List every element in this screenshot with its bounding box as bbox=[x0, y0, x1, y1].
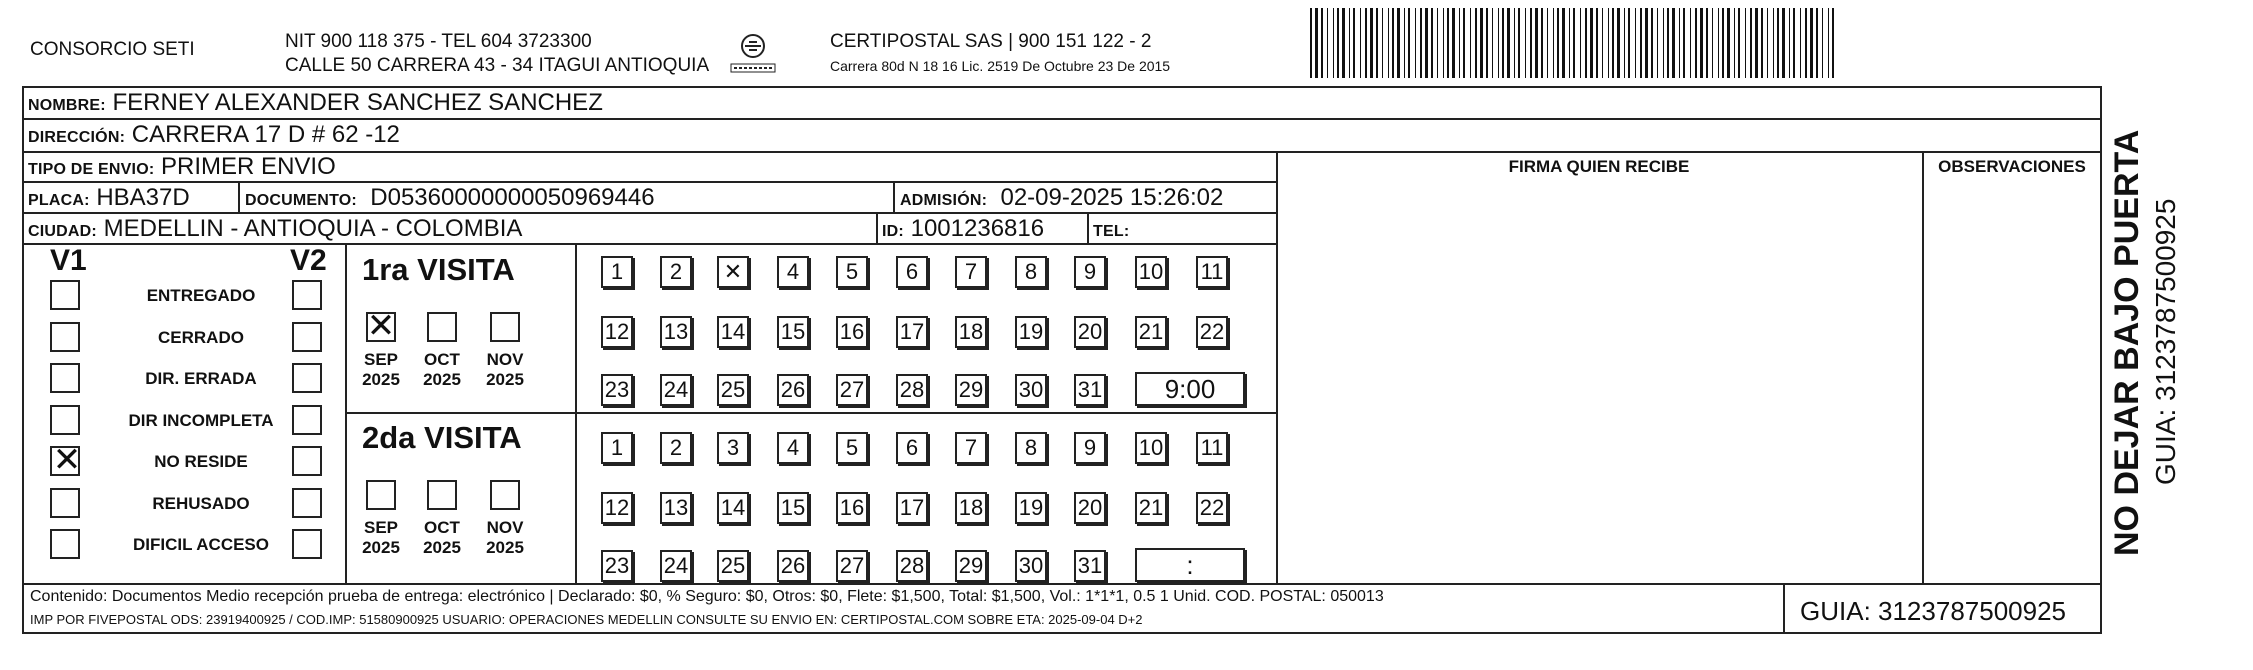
day-box[interactable]: 17 bbox=[896, 492, 928, 524]
barcode bbox=[1310, 8, 1836, 78]
nit-line: NIT 900 118 375 - TEL 604 3723300 bbox=[285, 31, 592, 52]
day-box[interactable]: 11 bbox=[1196, 432, 1228, 464]
day-box[interactable]: 22 bbox=[1196, 492, 1228, 524]
placa-field bbox=[28, 185, 190, 214]
address-line: CALLE 50 CARRERA 43 - 34 ITAGUI ANTIOQUIA bbox=[285, 55, 710, 76]
visit1-title: 1ra VISITA bbox=[362, 252, 515, 287]
status-label: CERRADO bbox=[158, 327, 244, 347]
v1-checkbox[interactable] bbox=[50, 529, 80, 559]
status-label: DIR INCOMPLETA bbox=[128, 410, 274, 430]
license-line: Carrera 80d N 18 16 Lic. 2519 De Octubre 23 De 2015 bbox=[830, 58, 1171, 74]
day-box[interactable]: 23 bbox=[601, 374, 633, 406]
placa-value: HBA37D bbox=[96, 184, 190, 211]
day-box[interactable]: 5 bbox=[836, 432, 868, 464]
day-box[interactable]: 27 bbox=[836, 550, 868, 582]
id-field bbox=[882, 216, 1044, 245]
documento-value: D05360000000050969446 bbox=[370, 184, 655, 211]
day-box[interactable]: 30 bbox=[1015, 374, 1047, 406]
day-box[interactable]: 2 bbox=[660, 256, 692, 288]
day-box[interactable]: 12 bbox=[601, 492, 633, 524]
v2-checkbox[interactable] bbox=[292, 280, 322, 310]
day-box[interactable]: 28 bbox=[896, 550, 928, 582]
status-label: DIR. ERRADA bbox=[145, 369, 257, 388]
day-box[interactable]: 19 bbox=[1015, 316, 1047, 348]
day-box[interactable]: 11 bbox=[1196, 256, 1228, 288]
v2-checkbox[interactable] bbox=[292, 322, 322, 352]
v1-checkbox[interactable] bbox=[50, 280, 80, 310]
day-box[interactable]: 24 bbox=[660, 374, 692, 406]
day-box[interactable]: ✕ bbox=[717, 256, 749, 288]
id-value: 1001236816 bbox=[910, 215, 1045, 242]
nombre-value: FERNEY ALEXANDER SANCHEZ SANCHEZ bbox=[112, 89, 603, 116]
day-box[interactable]: 9 bbox=[1074, 256, 1106, 288]
day-box[interactable]: 5 bbox=[836, 256, 868, 288]
id-label: ID: bbox=[882, 223, 904, 240]
visit2-title: 2da VISITA bbox=[362, 420, 522, 455]
firma-header: FIRMA QUIEN RECIBE bbox=[1508, 157, 1690, 176]
month-checkbox[interactable] bbox=[490, 312, 520, 342]
tipo-envio-label: TIPO DE ENVIO: bbox=[28, 161, 155, 178]
month-label: NOV 2025 bbox=[486, 518, 524, 557]
day-box[interactable]: 24 bbox=[660, 550, 692, 582]
ciudad-value: MEDELLIN - ANTIOQUIA - COLOMBIA bbox=[103, 215, 523, 242]
side-note: NO DEJAR BAJO PUERTA bbox=[2108, 129, 2146, 556]
day-box[interactable]: 3 bbox=[717, 432, 749, 464]
day-box[interactable]: 12 bbox=[601, 316, 633, 348]
documento-label: DOCUMENTO: bbox=[245, 192, 357, 209]
day-box[interactable]: 20 bbox=[1074, 316, 1106, 348]
tipo-envio-field bbox=[28, 154, 336, 183]
footer-guia: GUIA: 3123787500925 bbox=[1800, 596, 2066, 626]
v2-checkbox[interactable] bbox=[292, 405, 322, 435]
v1-checkbox[interactable] bbox=[50, 322, 80, 352]
month-checkbox[interactable] bbox=[427, 312, 457, 342]
certipostal-logo-icon bbox=[728, 32, 778, 78]
direccion-field bbox=[28, 122, 400, 151]
v2-checkbox[interactable] bbox=[292, 529, 322, 559]
company-name: CONSORCIO SETI bbox=[30, 39, 195, 60]
v2-label: V2 bbox=[290, 244, 327, 277]
day-box[interactable]: 29 bbox=[955, 374, 987, 406]
v1-label: V1 bbox=[50, 244, 87, 277]
day-box[interactable]: 21 bbox=[1135, 316, 1167, 348]
v1-checkbox[interactable] bbox=[50, 488, 80, 518]
day-box[interactable]: 1 bbox=[601, 256, 633, 288]
admision-value: 02-09-2025 15:26:02 bbox=[1000, 184, 1224, 211]
day-box[interactable]: 4 bbox=[777, 432, 809, 464]
v2-checkbox[interactable] bbox=[292, 488, 322, 518]
time-field[interactable]: 9:00 bbox=[1135, 372, 1245, 406]
day-box[interactable]: 7 bbox=[955, 432, 987, 464]
v1-checkbox-mark: ✕ bbox=[52, 441, 82, 479]
day-box[interactable]: 31 bbox=[1074, 550, 1106, 582]
day-box[interactable]: 22 bbox=[1196, 316, 1228, 348]
day-box[interactable]: 15 bbox=[777, 492, 809, 524]
carrier-line: CERTIPOSTAL SAS | 900 151 122 - 2 bbox=[830, 31, 1152, 52]
side-guia: GUIA: 3123787500925 bbox=[2150, 198, 2181, 485]
footer-imp: IMP POR FIVEPOSTAL ODS: 23919400925 / COD.IMP: 51580900925 USUARIO: OPERACIONES MEDELLIN CONSULTE SU ENVIO EN: CERTIPOSTAL.COM SOBRE ETA: 2025-09-04 D+2 bbox=[30, 612, 1143, 627]
day-box[interactable]: 10 bbox=[1135, 256, 1167, 288]
day-box[interactable]: 9 bbox=[1074, 432, 1106, 464]
nombre-label: NOMBRE: bbox=[28, 97, 106, 114]
day-box[interactable]: 6 bbox=[896, 256, 928, 288]
day-box[interactable]: 8 bbox=[1015, 256, 1047, 288]
day-box[interactable]: 16 bbox=[836, 316, 868, 348]
day-box[interactable]: 18 bbox=[955, 492, 987, 524]
status-label: ENTREGADO bbox=[146, 286, 256, 305]
day-box[interactable]: 4 bbox=[777, 256, 809, 288]
month-checkbox[interactable] bbox=[490, 480, 520, 510]
day-box[interactable]: 6 bbox=[896, 432, 928, 464]
month-label: NOV 2025 bbox=[486, 350, 524, 389]
admision-field bbox=[900, 185, 1223, 214]
month-label: OCT 2025 bbox=[423, 518, 461, 557]
day-box[interactable]: 8 bbox=[1015, 432, 1047, 464]
month-checkbox[interactable] bbox=[427, 480, 457, 510]
direccion-value: CARRERA 17 D # 62 -12 bbox=[131, 121, 400, 148]
day-box[interactable]: 1 bbox=[601, 432, 633, 464]
observaciones-header: OBSERVACIONES bbox=[1938, 157, 2086, 176]
status-label: DIFICIL ACCESO bbox=[132, 535, 269, 554]
day-box[interactable]: 19 bbox=[1015, 492, 1047, 524]
footer-contenido: Contenido: Documentos Medio recepción prueba de entrega: electrónico | Declarado: $0, % Seguro: $0, Otros: $0, Flete: $1,500, Total: $1,500, Vol.: 1*1*1, 0.5 1 Unid. COD. POSTAL: 050013 bbox=[30, 588, 1384, 605]
day-box[interactable]: 15 bbox=[777, 316, 809, 348]
tipo-envio-value: PRIMER ENVIO bbox=[161, 153, 336, 180]
day-box[interactable]: 21 bbox=[1135, 492, 1167, 524]
day-box[interactable]: 13 bbox=[660, 316, 692, 348]
day-box[interactable]: 18 bbox=[955, 316, 987, 348]
direccion-label: DIRECCIÓN: bbox=[28, 129, 126, 146]
placa-label: PLACA: bbox=[28, 192, 90, 209]
v2-checkbox[interactable] bbox=[292, 363, 322, 393]
nombre-field bbox=[28, 90, 603, 119]
day-box[interactable]: 16 bbox=[836, 492, 868, 524]
month-label: SEP 2025 bbox=[362, 350, 400, 389]
day-box[interactable]: 7 bbox=[955, 256, 987, 288]
day-box[interactable]: 13 bbox=[660, 492, 692, 524]
status-label: REHUSADO bbox=[152, 493, 250, 513]
ciudad-label: CIUDAD: bbox=[28, 223, 97, 240]
v1-checkbox[interactable] bbox=[50, 405, 80, 435]
time-field[interactable]: : bbox=[1135, 548, 1245, 582]
day-box[interactable]: 20 bbox=[1074, 492, 1106, 524]
day-box[interactable]: 25 bbox=[717, 550, 749, 582]
day-box[interactable]: 2 bbox=[660, 432, 692, 464]
v1-checkbox[interactable] bbox=[50, 363, 80, 393]
day-box[interactable]: 26 bbox=[777, 374, 809, 406]
day-box[interactable]: 30 bbox=[1015, 550, 1047, 582]
month-label: OCT 2025 bbox=[423, 350, 461, 389]
tel-label: TEL: bbox=[1093, 223, 1130, 240]
day-box[interactable]: 10 bbox=[1135, 432, 1167, 464]
day-box[interactable]: 25 bbox=[717, 374, 749, 406]
day-box[interactable]: 23 bbox=[601, 550, 633, 582]
tel-field bbox=[1093, 216, 1129, 245]
month-checkbox[interactable] bbox=[366, 480, 396, 510]
day-box[interactable]: 29 bbox=[955, 550, 987, 582]
month-mark: ✕ bbox=[366, 307, 396, 345]
month-label: SEP 2025 bbox=[362, 518, 400, 557]
admision-label: ADMISIÓN: bbox=[900, 192, 988, 209]
v2-checkbox[interactable] bbox=[292, 446, 322, 476]
day-box[interactable]: 27 bbox=[836, 374, 868, 406]
day-box[interactable]: 26 bbox=[777, 550, 809, 582]
status-label: NO RESIDE bbox=[154, 452, 248, 471]
day-box[interactable]: 14 bbox=[717, 316, 749, 348]
day-box[interactable]: 31 bbox=[1074, 374, 1106, 406]
day-box[interactable]: 14 bbox=[717, 492, 749, 524]
day-box[interactable]: 28 bbox=[896, 374, 928, 406]
day-box[interactable]: 17 bbox=[896, 316, 928, 348]
documento-field bbox=[245, 185, 655, 214]
ciudad-field bbox=[28, 216, 522, 245]
